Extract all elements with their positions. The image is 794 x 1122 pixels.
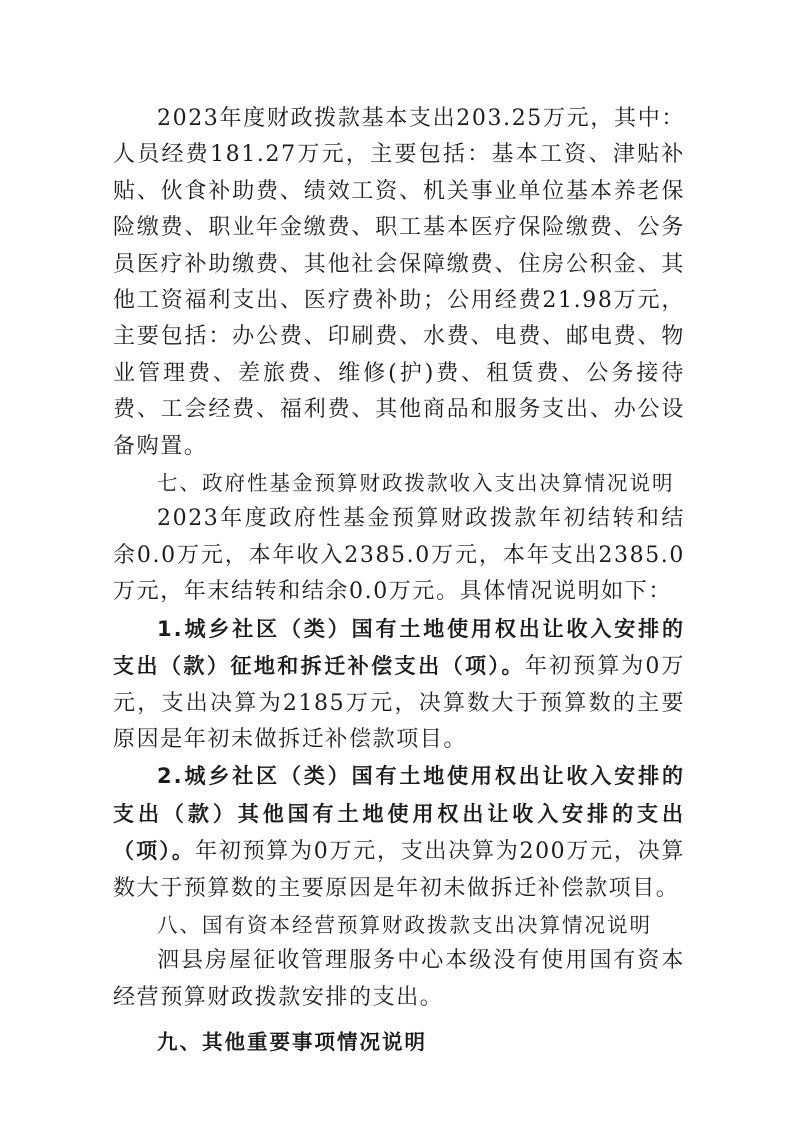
item-1-paragraph [113, 611, 685, 759]
item-1-text: 年初预算为0万元，支出决算为2185万元，决算数大于预算数的主要原因是年初未做拆迁补偿款项目。 [113, 654, 686, 752]
section-7-heading: 七、政府性基金预算财政拨款收入支出决算情况说明 [157, 471, 675, 496]
section-9-heading: 九、其他重要事项情况说明 [157, 1030, 427, 1055]
item-2-bold-title: 2.城乡社区（类）国有土地使用权出让收入安排的支出（款）其他国有土地使用权出让收入安排的支出（项）。 [113, 764, 685, 864]
basic-expenditure-paragraph: 2023年度财政拨款基本支出203.25万元，其中：人员经费181.27万元，主要包括：基本工资、津贴补贴、伙食补助费、绩效工资、机关事业单位基本养老保险缴费、职业年金缴费、职工基本医疗保险缴费、公务员医疗补助缴费、其他社会保障缴费、住房公积金、其他工资福利支出、医疗费补助；公用经费21.98万元，主要包括：办公费、印刷费、水费、电费、邮电费、物业管理费、差旅费、维修(护)费、租赁费、公务接待费、工会经费、福利费、其他商品和服务支出、办公设备购置。 [113, 106, 685, 459]
item-2-text: 年初预算为0万元，支出决算为200万元，决算数大于预算数的主要原因是年初未做拆迁补偿款项目。 [113, 839, 685, 901]
section-7-intro-paragraph: 2023年度政府性基金预算财政拨款年初结转和结余0.0万元，本年收入2385.0万元，本年支出2385.0万元，年末结转和结余0.0万元。具体情况说明如下： [113, 506, 685, 605]
section-8-heading: 八、国有资本经营预算财政拨款支出决算情况说明 [157, 912, 652, 937]
item-2-paragraph [113, 758, 685, 907]
section-8-paragraph: 泗县房屋征收管理服务中心本级没有使用国有资本经营预算财政拨款安排的支出。 [113, 948, 685, 1010]
document-body [113, 101, 685, 1061]
item-1-bold-title: 1.城乡社区（类）国有土地使用权出让收入安排的支出（款）征地和拆迁补偿支出（项）。 [113, 616, 685, 679]
